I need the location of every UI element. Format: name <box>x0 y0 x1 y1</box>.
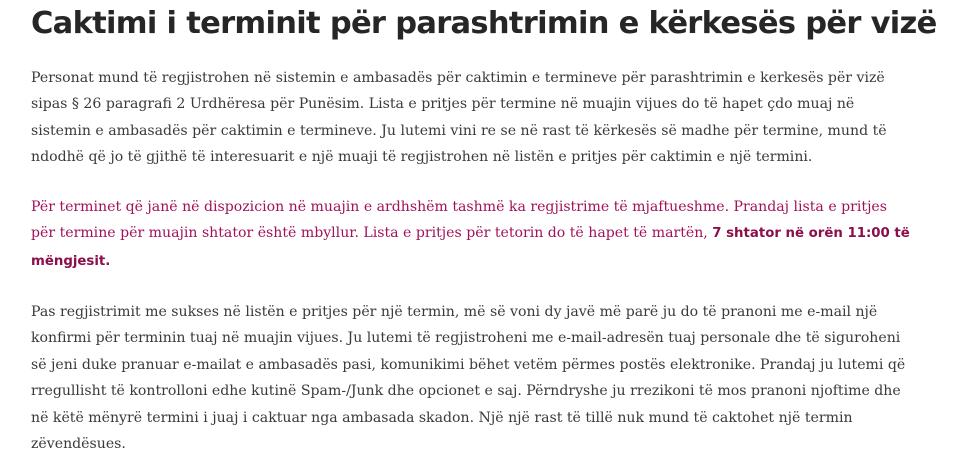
notice-text: Për terminet që janë në dispozicion në muajin e ardhshëm tashmë ka regjistrime të mjaftueshme. Prandaj lista e pritjes për termine për muajin shtator është mbyllur. Lista e pritjes për tetorin do të hapet të martën, <box>31 199 888 242</box>
notice-paragraph <box>31 194 911 275</box>
main-content <box>31 0 937 453</box>
notice-highlight: 7 shtator në orën 11:00 të mëngjesit. <box>31 226 910 269</box>
intro-paragraph: Personat mund të regjistrohen në sistemin e ambasadës për caktimin e termineve për parashtrimin e kerkesës për vizë sipas § 26 paragrafi 2 Urdhëresa për Punësim. Lista e pritjes për termine në muajin vijues do të hapet çdo muaj në sistemin e ambasadës për caktimin e termineve. Ju lutemi vini re se në rast të kërkesës së madhe për termine, mund të ndodhë që jo të gjithë të interesuarit e një muaji të regjistrohen në listën e pritjes për caktimin e një termini. <box>31 70 887 166</box>
page-title: Caktimi i terminit për parashtrimin e kërkesës për vizë <box>31 6 937 41</box>
registration-info-paragraph: Pas regjistrimit me sukses në listën e pritjes për një termin, më së voni dy javë më parë ju do të pranoni me e-mail një konfirmi për terminin tuaj në muajin vijues. Ju lutemi të regjistroheni me e-mail-adresën tuaj personale dhe të siguroheni së jeni duke pranuar e-mailat e ambasadës pasi, komunikimi bëhet vetëm përmes postës elektronike. Prandaj ju lutemi që rregullisht të kontrolloni edhe kutinë Spam-/Junk dhe opcionet e saj. Përndryshe ju rrezikoni të mos pranoni njoftime dhe në këtë mënyrë termini i juaj i caktuar nga ambasada skadon. Një një rast të tillë nuk mund të caktohet një termin zëvendësues. <box>31 304 906 453</box>
